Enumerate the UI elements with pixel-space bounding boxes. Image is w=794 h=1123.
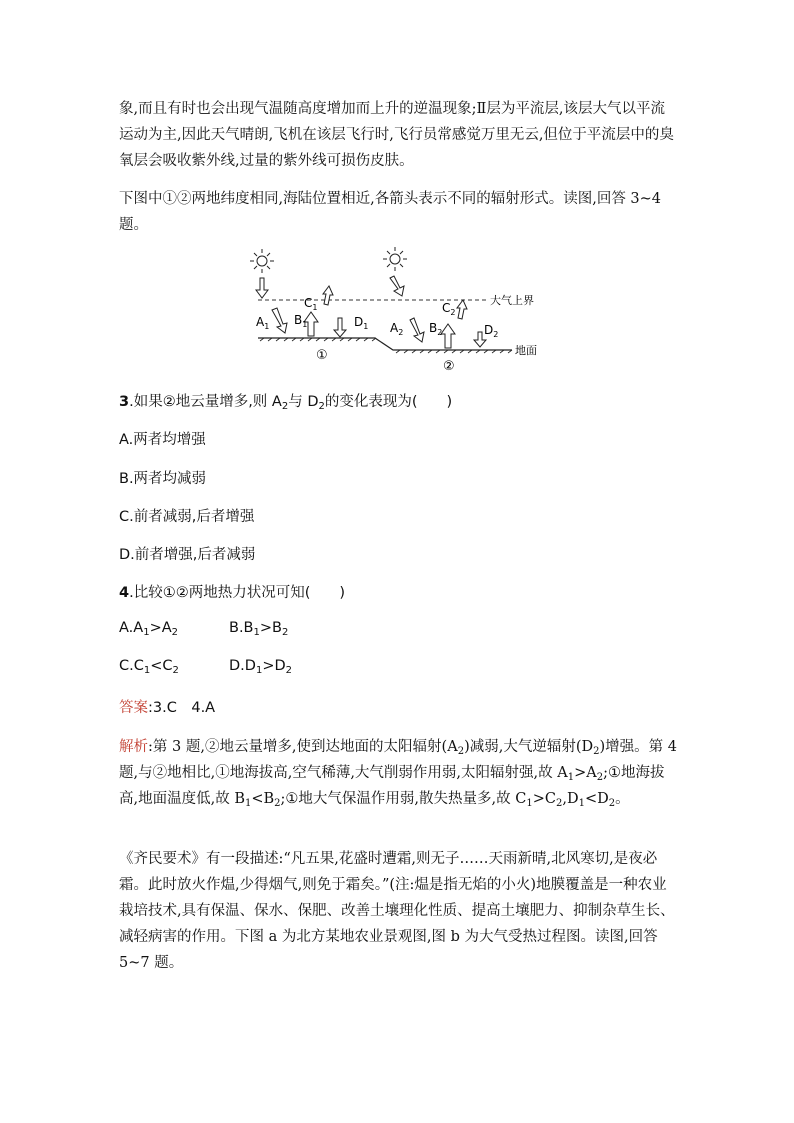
svg-text:B2: $B_2$ — [429, 321, 443, 337]
arrow-C1 — [323, 286, 333, 305]
incoming-arrow — [256, 278, 268, 298]
svg-text:D2: $D_2$ — [484, 323, 499, 339]
svg-text:B1: $B_1$ — [294, 313, 308, 329]
label-place-2: ② — [443, 359, 455, 374]
sun-icon — [383, 247, 407, 271]
q3-option-d[interactable]: D.前者增强,后者减弱 — [119, 547, 256, 563]
answer-line: 答案:3.C 4.A — [119, 700, 216, 716]
svg-text:C2: $C_2$ — [442, 301, 456, 317]
answer-label: 答案 — [119, 700, 148, 716]
analysis-paragraph: 解析:第 3 题,②地云量增多,使到达地面的太阳辐射$(A_2)$减弱,大气逆辐射$(D_2)$增强。第 4 题,与②地相比,①地海拔高,空气稀薄,大气削弱作用弱,太阳辐射强,故 $A_1>A_2;①$地海拔高,地面温度低,故 $B_1<B_2;①$地大气保温作用弱,散失热量多,故 $C_1>C_2,D_1<D_2$。 — [119, 739, 677, 809]
analysis-label: 解析 — [119, 739, 148, 755]
q3-option-a[interactable]: A.两者均增强 — [119, 432, 206, 448]
label-ground: 地面 — [515, 344, 537, 357]
arrow-D1 — [334, 318, 346, 337]
svg-text:C1: $C_1$ — [304, 296, 318, 312]
arrow-C2 — [457, 300, 467, 319]
label-atmosphere-top: 大气上界 — [490, 294, 534, 307]
radiation-figure — [250, 246, 550, 376]
q4-option-b[interactable]: $B.B_1>B_2$ — [229, 620, 289, 638]
label-place-1: ① — [316, 348, 328, 363]
arrow-A2 — [410, 318, 424, 342]
q4-option-c[interactable]: $C.C_1<C_2$ — [119, 658, 179, 676]
svg-text:A1: $A_1$ — [256, 315, 270, 331]
q3-option-b[interactable]: B.两者均减弱 — [119, 471, 207, 487]
question-stem-3-4: 下图中①②两地纬度相同,海陆位置相近,各箭头表示不同的辐射形式。读图,回答 3~4 题。 — [119, 191, 662, 233]
incoming-arrow — [390, 276, 404, 296]
q3-option-c[interactable]: C.前者减弱,后者增强 — [119, 509, 255, 525]
arrow-B2 — [441, 324, 455, 348]
intro-paragraph: 象,而且有时也会出现气温随高度增加而上升的逆温现象;Ⅱ层为平流层,该层大气以平流运动为主,因此天气晴朗,飞机在该层飞行时,飞行员常感觉万里无云,但位于平流层中的臭氧层会吸收紫外线,过量的紫外线可损伤皮肤。 — [119, 101, 674, 169]
svg-text:D1: $D_1$ — [354, 315, 369, 331]
arrow-A1 — [272, 308, 287, 333]
svg-text:A2: $A_2$ — [390, 321, 404, 337]
q4-option-a[interactable]: $A.A_1>A_2$ — [119, 620, 179, 638]
q4-option-d[interactable]: $D.D_1>D_2$ — [229, 658, 293, 676]
question-3: 3.如果②地云量增多,则 $A_2$与 $D_2$的变化表现为( ) — [119, 394, 453, 412]
question-4: 4.比较①②两地热力状况可知( ) — [119, 585, 346, 601]
sun-icon — [250, 249, 274, 273]
passage-5-7: 《齐民要术》有一段描述:“凡五果,花盛时遭霜,则无子……天雨新晴,北风寒切,是夜必霜。此时放火作煴,少得烟气,则免于霜矣。”(注:煴是指无焰的小火)地膜覆盖是一种农业栽培技术,具有保温、保水、保肥、改善土壤理化性质、提高土壤肥力、抑制杂草生长、减轻病害的作用。下图 a 为北方某地农业景观图,图 b 为大气受热过程图。读图,回答 5~7 题。 — [119, 851, 675, 971]
